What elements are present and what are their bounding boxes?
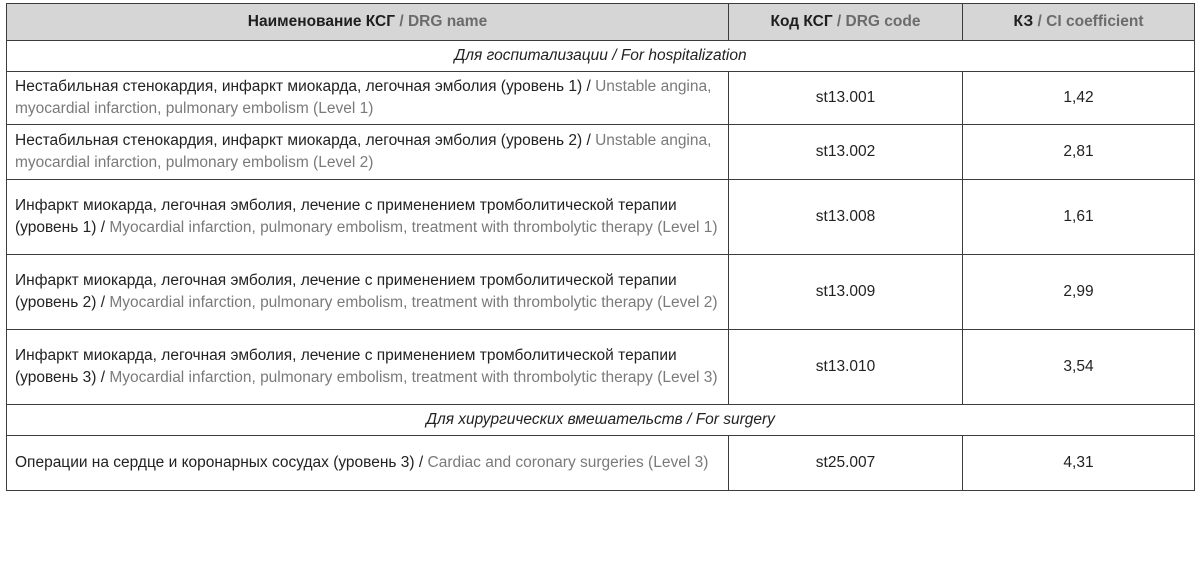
drg-code-cell: st13.010 — [729, 330, 963, 405]
drg-code-cell: st13.002 — [729, 125, 963, 180]
ci-coefficient-cell: 1,61 — [963, 180, 1195, 255]
drg-name-cell — [7, 255, 729, 330]
drg-name-cell — [7, 180, 729, 255]
drg-code-cell: st13.001 — [729, 72, 963, 125]
drg-name-ru: Нестабильная стенокардия, инфаркт миокарда, легочная эмболия (уровень 2) / — [15, 132, 596, 149]
section-title: Для хирургических вмешательств / For surgery — [7, 405, 1195, 436]
drg-name-ru: Нестабильная стенокардия, инфаркт миокарда, легочная эмболия (уровень 1) / — [15, 78, 596, 95]
table-row — [7, 330, 1195, 405]
header-code-en: DRG code — [845, 13, 921, 30]
ci-coefficient-cell: 2,81 — [963, 125, 1195, 180]
section-row-hospitalization — [7, 41, 1195, 72]
header-row — [7, 4, 1195, 41]
drg-name-cell — [7, 436, 729, 491]
drg-name-cell — [7, 72, 729, 125]
ci-coefficient-cell: 3,54 — [963, 330, 1195, 405]
drg-name-en: Myocardial infarction, pulmonary embolism, treatment with thrombolytic therapy (Level 2) — [109, 294, 718, 311]
drg-name-ru: Инфаркт миокарда, легочная эмболия, лечение с применением тромболитической терапии (уровень 2) / — [15, 272, 677, 311]
ci-coefficient-cell: 1,42 — [963, 72, 1195, 125]
header-coef-en: CI coefficient — [1046, 13, 1144, 30]
table-row — [7, 72, 1195, 125]
ci-coefficient-cell: 4,31 — [963, 436, 1195, 491]
table-row — [7, 180, 1195, 255]
drg-name-en: Myocardial infarction, pulmonary embolism, treatment with thrombolytic therapy (Level 1) — [109, 219, 718, 236]
drg-name-en: Unstable angina, myocardial infarction, pulmonary embolism (Level 2) — [15, 132, 712, 171]
table-row — [7, 436, 1195, 491]
header-name-ru: Наименование КСГ — [247, 13, 396, 30]
header-drg-name — [7, 4, 729, 41]
drg-name-en: Cardiac and coronary surgeries (Level 3) — [427, 454, 709, 471]
drg-name-cell — [7, 125, 729, 180]
drg-code-cell: st13.009 — [729, 255, 963, 330]
table-row — [7, 125, 1195, 180]
drg-code-cell: st25.007 — [729, 436, 963, 491]
header-coef-ru: КЗ — [1013, 13, 1034, 30]
header-code-sep: / — [832, 13, 846, 30]
header-ci-coefficient — [963, 4, 1195, 41]
drg-code-cell: st13.008 — [729, 180, 963, 255]
drg-name-en: Myocardial infarction, pulmonary embolism, treatment with thrombolytic therapy (Level 3) — [109, 369, 718, 386]
section-row-surgery — [7, 405, 1195, 436]
drg-name-ru: Инфаркт миокарда, легочная эмболия, лечение с применением тромболитической терапии (уровень 1) / — [15, 197, 677, 236]
table-header — [7, 4, 1195, 41]
ci-coefficient-cell: 2,99 — [963, 255, 1195, 330]
header-name-sep: / — [395, 13, 408, 30]
table-body — [7, 41, 1195, 491]
drg-name-cell — [7, 330, 729, 405]
drg-table — [6, 3, 1195, 491]
header-drg-code — [729, 4, 963, 41]
drg-name-ru: Операции на сердце и коронарных сосудах (уровень 3) / — [15, 454, 428, 471]
drg-name-en: Unstable angina, myocardial infarction, pulmonary embolism (Level 1) — [15, 78, 712, 117]
header-name-en: DRG name — [407, 13, 488, 30]
header-code-ru: Код КСГ — [770, 13, 833, 30]
section-title: Для госпитализации / For hospitalization — [7, 41, 1195, 72]
table-row — [7, 255, 1195, 330]
drg-name-ru: Инфаркт миокарда, легочная эмболия, лечение с применением тромболитической терапии (уровень 3) / — [15, 347, 677, 386]
header-coef-sep: / — [1033, 13, 1047, 30]
